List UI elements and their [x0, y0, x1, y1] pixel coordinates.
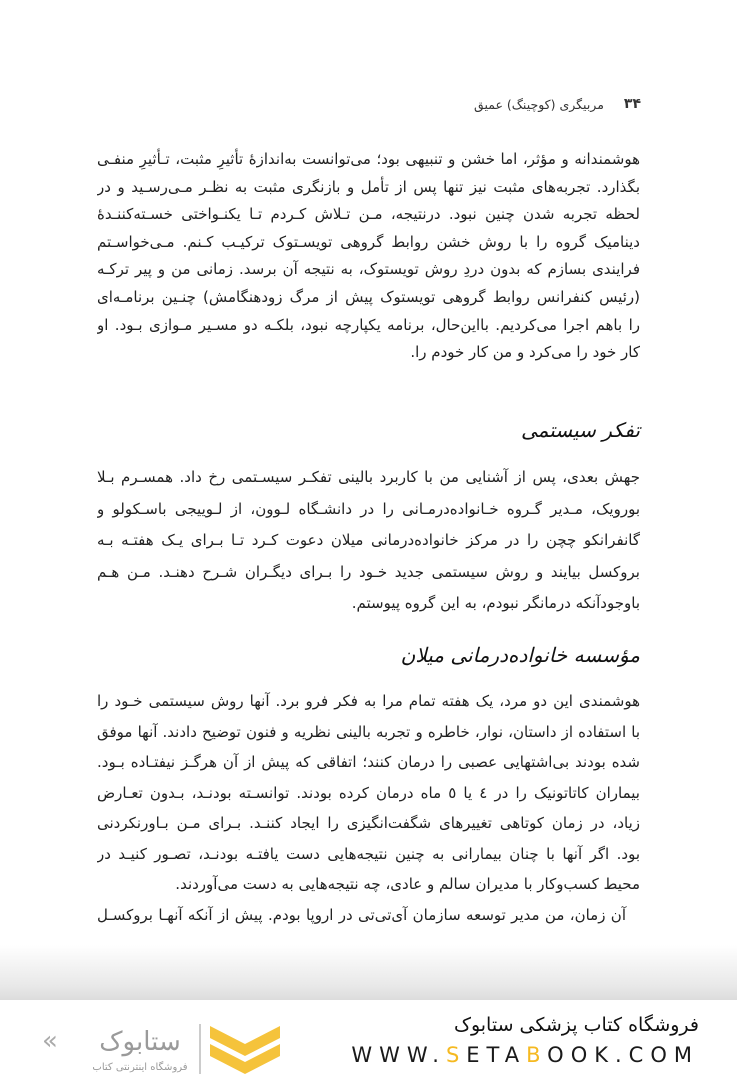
text-line: را باهم اجرا می‌کردیم. بااین‌حال، برنامه یکپارچه نبود، بلکـه دو مسـیر مـوازی بـود. او — [97, 315, 640, 334]
text-line: بورویک، مـدیر گـروه خـانواده‌درمـانی را در دانشـگاه لـوون، از لـوییجی باسـکولو و — [97, 499, 640, 518]
url-part-highlight: B — [526, 1043, 548, 1067]
text-line: بروکسل بیایند و روش سیستمی جدید خـود را بـرای دیگـران شـرح دهنـد. مـن هـم — [97, 562, 640, 581]
text-line: دینامیک گروه را با روش خشن روابط گروهی تویسـتوک ترکیـب کـنم. مـی‌خواسـتم — [97, 232, 640, 251]
paragraph-3 — [97, 686, 640, 930]
text-line: فرایندی بسازم که بدون دردِ روش تویستوک، به نتیجه آن برسد. زمانی من و پیر ترکـه — [97, 260, 640, 279]
store-footer-banner — [0, 1000, 737, 1080]
text-line: شده بودند بی‌اشتهایی عصبی را درمان کنند؛ اتفاقی که پیش از آن هرگـز نیفتـاده بـود. — [97, 753, 640, 771]
section-heading-milan-institute: مؤسسه خانواده‌درمانی میلان — [400, 643, 640, 667]
text-line: بگذارد. تجربه‌های مثبت نیز تنها پس از تأمل و بازنگری مثبت به نظـر مـی‌رسـید و در — [97, 177, 640, 196]
section-heading-systems-thinking: تفکر سیستمی — [520, 418, 640, 442]
chevron-logo-icon — [210, 1026, 280, 1074]
store-title: فروشگاه کتاب پزشکی ستابوک — [453, 1014, 699, 1036]
paragraph-2 — [97, 462, 640, 620]
store-url — [351, 1043, 699, 1067]
book-title: مربیگری (کوچینگ) عمیق — [474, 96, 604, 112]
page-number: ۳۴ — [623, 96, 641, 112]
text-line: بیماران کاتاتونیک را در ٤ یا ٥ ماه درمان کرده بودند. توانسـته بودنـد، بـدون تعـارض — [97, 783, 640, 802]
text-line: محیط کسب‌وکار با مدیران سالم و عادی، چه نتیجه‌هایی به دست می‌آوردند. — [175, 875, 640, 893]
text-line: آن زمان، من مدیر توسعه سازمان آی‌تی‌تی در اروپا بودم. پیش از آنکه آنهـا بروکسـل — [97, 905, 626, 924]
url-part: OOK.COM — [547, 1043, 699, 1067]
text-line: هوشمندانه و مؤثر، اما خشن و تنبیهی بود؛ می‌توانست به‌اندازهٔ تأثیرِ مثبت، تـأثیرِ منفـی — [97, 150, 640, 168]
text-line: با استفاده از داستان، نوار، خاطره و تجربه بالینی نظریه و فنون توضیح دادند. آنها موفق — [97, 722, 640, 741]
text-line: لحظه تجربه شدن چنین نبود. درنتیجه، مـن تـلاش کـردم تـا یکنـواختی خسـته‌کننـدهٔ — [97, 205, 640, 224]
text-line: باوجودآنکه درمانگر نبودم، به این گروه پیوستم. — [351, 594, 640, 612]
url-part-highlight: S — [445, 1043, 467, 1067]
setabook-logo — [30, 1018, 290, 1078]
paragraph-1 — [97, 146, 640, 367]
text-line: (رئیس کنفرانس روابط گروهی تویستوک پیش از مرگ زودهنگامش) چنـین برنامـه‌ای — [97, 287, 640, 306]
text-line: زیاد، در زمان کوتاهی تغییرهای شگفت‌انگیزی را ایجاد کننـد. بـرای مـن بـاورنکردنی — [97, 814, 640, 832]
text-line: گانفرانکو چچن را در مرکز خانواده‌درمانی میلان دعوت کـرد تـا بـرای یـک هفتـه بـه — [97, 531, 640, 549]
logo-text: ستابوک — [99, 1027, 181, 1057]
svg-text:«: « — [42, 1026, 58, 1056]
url-part: ETA — [466, 1043, 527, 1067]
logo-subtitle: فروشگاه اینترنتی کتاب — [92, 1062, 188, 1073]
text-line: هوشمندی این دو مرد، یک هفته تمام مرا به فکر فرو برد. آنها روش سیستمی خـود را — [97, 692, 640, 710]
text-line: کار خود را می‌کرد و من کار خودم را. — [410, 343, 640, 362]
url-part: WWW. — [351, 1043, 446, 1067]
text-line: جهش بعدی، پس از آشنایی من با کاربرد بالینی تفکـر سیسـتمی رخ داد. همسـرم بـلا — [97, 468, 640, 486]
running-head — [474, 96, 641, 112]
text-line: بود. اگر آنها با چنان بیمارانی به چنین نتیجه‌هایی دست یافتـه بودنـد، تصـور کنیـد در — [97, 844, 640, 863]
